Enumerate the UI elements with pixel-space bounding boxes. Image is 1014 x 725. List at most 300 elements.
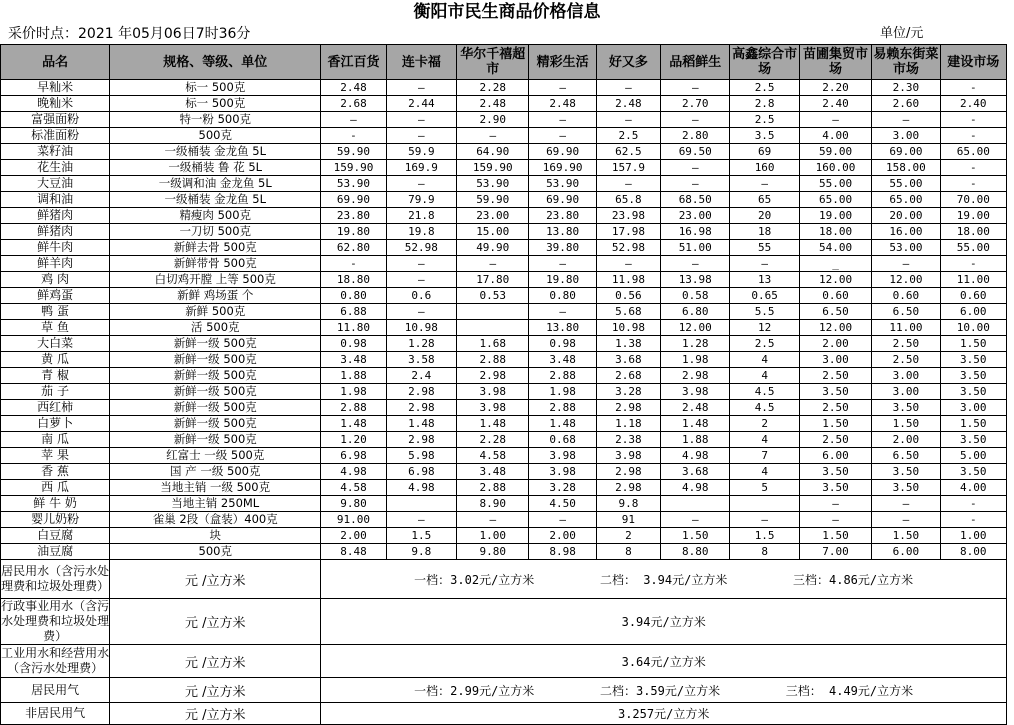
header-store: 华尔千禧超市 xyxy=(457,45,529,80)
price-cell: 12.00 xyxy=(799,272,871,288)
price-cell: 59.90 xyxy=(457,192,529,208)
price-cell: 4.58 xyxy=(457,448,529,464)
price-cell: 4.5 xyxy=(730,400,799,416)
price-cell: 4.98 xyxy=(386,480,456,496)
price-cell: 10.00 xyxy=(940,320,1006,336)
price-cell: — xyxy=(457,512,529,528)
utility-label: 行政事业用水（含污水处理费和垃圾处理费） xyxy=(1,599,110,643)
header-store: 易赖东街菜市场 xyxy=(872,45,940,80)
price-cell: 160.00 xyxy=(799,160,871,176)
price-cell: 4.5 xyxy=(730,384,799,400)
price-cell: 2.50 xyxy=(799,368,871,384)
product-name: 南 瓜 xyxy=(1,432,110,448)
price-cell: 5.98 xyxy=(386,448,456,464)
price-cell: — xyxy=(386,304,456,320)
price-cell: — xyxy=(661,160,730,176)
price-cell: 4 xyxy=(730,432,799,448)
table-row xyxy=(1,80,1007,96)
price-cell: 53.90 xyxy=(529,176,596,192)
price-cell: 0.6 xyxy=(386,288,456,304)
table-row xyxy=(1,464,1007,480)
table-row xyxy=(1,96,1007,112)
price-cell: 9.80 xyxy=(321,496,386,512)
price-cell: 2.88 xyxy=(457,480,529,496)
product-spec: 一级调和油 金龙鱼 5L xyxy=(110,176,321,192)
header-store: 建设市场 xyxy=(940,45,1006,80)
price-cell: 11.00 xyxy=(940,272,1006,288)
price-cell: — xyxy=(730,176,799,192)
price-cell: 3.98 xyxy=(457,400,529,416)
table-row xyxy=(1,480,1007,496)
price-cell: 0.58 xyxy=(661,288,730,304)
price-cell: 3.50 xyxy=(799,480,871,496)
price-cell: 7.00 xyxy=(799,544,871,560)
price-cell: — xyxy=(596,112,660,128)
price-cell: 2.40 xyxy=(799,96,871,112)
price-cell: 55.00 xyxy=(799,176,871,192)
price-cell xyxy=(730,496,799,512)
utility-tier: 三档：4.86元/立方米 xyxy=(793,572,914,587)
price-cell: 65 xyxy=(730,192,799,208)
header-store: 连卡福 xyxy=(386,45,456,80)
price-cell: - xyxy=(321,128,386,144)
price-cell: 4.58 xyxy=(321,480,386,496)
price-cell: 1.00 xyxy=(457,528,529,544)
survey-date: 采价时点：2021 年05月06日7时36分 xyxy=(8,26,251,42)
product-spec: 标一 500克 xyxy=(110,96,321,112)
price-cell: 52.98 xyxy=(596,240,660,256)
price-cell: 2.48 xyxy=(596,96,660,112)
product-name: 白豆腐 xyxy=(1,528,110,544)
price-cell xyxy=(661,496,730,512)
price-cell: 2 xyxy=(596,528,660,544)
price-cell: 2.00 xyxy=(872,432,940,448)
product-spec: 块 xyxy=(110,528,321,544)
price-cell: 8.80 xyxy=(661,544,730,560)
price-cell: 3.98 xyxy=(596,448,660,464)
product-spec: 新鲜一级 500克 xyxy=(110,416,321,432)
price-cell: 3.28 xyxy=(596,384,660,400)
price-cell: 3.50 xyxy=(940,368,1006,384)
product-spec: 新鲜一级 500克 xyxy=(110,352,321,368)
price-cell: — xyxy=(457,256,529,272)
price-cell: — xyxy=(386,80,456,96)
utility-tier: 一档：2.99元/立方米 xyxy=(414,683,535,698)
product-spec: 新鲜去骨 500克 xyxy=(110,240,321,256)
utility-rows xyxy=(1,560,1007,725)
price-cell: 18.00 xyxy=(940,224,1006,240)
table-row xyxy=(1,496,1007,512)
price-cell: — xyxy=(321,112,386,128)
price-cell: 1.50 xyxy=(799,528,871,544)
product-name: 大白菜 xyxy=(1,336,110,352)
price-cell: 4.00 xyxy=(799,128,871,144)
price-cell: 70.00 xyxy=(940,192,1006,208)
price-cell: 12.00 xyxy=(661,320,730,336)
price-table xyxy=(0,44,1007,725)
price-cell: - xyxy=(940,112,1006,128)
price-cell: 1.68 xyxy=(457,336,529,352)
utility-label: 非居民用气 xyxy=(1,703,110,725)
price-cell: 53.90 xyxy=(321,176,386,192)
price-cell: 9.80 xyxy=(457,544,529,560)
price-cell: 0.65 xyxy=(730,288,799,304)
price-cell: — xyxy=(386,112,456,128)
price-cell: 55 xyxy=(730,240,799,256)
price-cell: 51.00 xyxy=(661,240,730,256)
product-spec: 一级桶装 金龙鱼 5L xyxy=(110,144,321,160)
price-cell: 6.88 xyxy=(321,304,386,320)
price-cell: 20 xyxy=(730,208,799,224)
price-cell: 0.80 xyxy=(529,288,596,304)
price-cell: 2.88 xyxy=(529,400,596,416)
price-cell: 54.00 xyxy=(799,240,871,256)
table-row xyxy=(1,384,1007,400)
price-cell: 69.90 xyxy=(529,144,596,160)
price-cell: 53.00 xyxy=(872,240,940,256)
price-cell: 4 xyxy=(730,368,799,384)
price-cell: 8 xyxy=(596,544,660,560)
product-name: 香 蕉 xyxy=(1,464,110,480)
product-spec: 新鲜一级 500克 xyxy=(110,384,321,400)
price-cell: - xyxy=(940,496,1006,512)
price-cell: 169.9 xyxy=(386,160,456,176)
price-cell: 52.98 xyxy=(386,240,456,256)
price-cell: 39.80 xyxy=(529,240,596,256)
price-cell: 2.50 xyxy=(799,400,871,416)
header-store: 品稻鲜生 xyxy=(661,45,730,80)
price-cell: 13 xyxy=(730,272,799,288)
table-row xyxy=(1,144,1007,160)
price-cell: 17.80 xyxy=(457,272,529,288)
price-cell: 169.90 xyxy=(529,160,596,176)
price-cell: 4 xyxy=(730,352,799,368)
price-cell: 5.5 xyxy=(730,304,799,320)
price-cell: 3.50 xyxy=(940,464,1006,480)
price-cell: 19.80 xyxy=(321,224,386,240)
price-cell: 158.00 xyxy=(872,160,940,176)
price-cell: 2.98 xyxy=(457,368,529,384)
price-cell: 10.98 xyxy=(386,320,456,336)
price-cell: 0.60 xyxy=(799,288,871,304)
price-cell: 12 xyxy=(730,320,799,336)
table-row xyxy=(1,176,1007,192)
table-row xyxy=(1,336,1007,352)
price-cell: 23.98 xyxy=(596,208,660,224)
price-cell: 1.5 xyxy=(730,528,799,544)
price-cell: 3.50 xyxy=(872,464,940,480)
price-cell: 4 xyxy=(730,464,799,480)
price-cell: — xyxy=(529,256,596,272)
price-cell: 2.98 xyxy=(596,480,660,496)
price-cell: 11.00 xyxy=(872,320,940,336)
price-rows xyxy=(1,80,1007,560)
price-cell: 19.80 xyxy=(529,272,596,288)
price-cell: 4.50 xyxy=(529,496,596,512)
header-store: 香江百货 xyxy=(321,45,386,80)
info-row xyxy=(0,24,1014,44)
price-cell: 6.00 xyxy=(799,448,871,464)
product-spec: 新鲜 500克 xyxy=(110,304,321,320)
price-cell: 1.50 xyxy=(661,528,730,544)
price-cell: — xyxy=(386,272,456,288)
price-cell: 2.98 xyxy=(386,432,456,448)
price-cell: 2.38 xyxy=(596,432,660,448)
product-name: 白萝卜 xyxy=(1,416,110,432)
price-cell: 3.50 xyxy=(872,400,940,416)
price-cell: 1.48 xyxy=(321,416,386,432)
price-cell: 6.50 xyxy=(872,448,940,464)
table-row xyxy=(1,416,1007,432)
utility-row xyxy=(1,678,1007,703)
price-cell: 3.68 xyxy=(596,352,660,368)
table-row xyxy=(1,160,1007,176)
price-cell: 2.4 xyxy=(386,368,456,384)
product-spec: 新鲜 鸡场蛋 个 xyxy=(110,288,321,304)
price-cell: - xyxy=(940,160,1006,176)
price-cell: - xyxy=(940,176,1006,192)
product-name: 草 鱼 xyxy=(1,320,110,336)
price-cell: 2.68 xyxy=(321,96,386,112)
page-title: 衡阳市民生商品价格信息 xyxy=(413,2,601,22)
table-row xyxy=(1,272,1007,288)
price-cell: — xyxy=(872,256,940,272)
price-cell: 1.28 xyxy=(386,336,456,352)
price-cell: 5 xyxy=(730,480,799,496)
product-name: 西红柿 xyxy=(1,400,110,416)
price-cell: 11.98 xyxy=(596,272,660,288)
product-spec: 新鲜带骨 500克 xyxy=(110,256,321,272)
price-cell: 3.00 xyxy=(872,128,940,144)
product-name: 早籼米 xyxy=(1,80,110,96)
price-cell: 1.50 xyxy=(872,528,940,544)
price-cell: — xyxy=(386,512,456,528)
price-cell: 59.00 xyxy=(799,144,871,160)
utility-unit: 元 /立方米 xyxy=(110,560,321,599)
price-cell: 69.90 xyxy=(321,192,386,208)
price-cell: 0.60 xyxy=(872,288,940,304)
price-cell: 0.56 xyxy=(596,288,660,304)
price-cell: 2.00 xyxy=(529,528,596,544)
utility-price xyxy=(321,678,1007,703)
price-cell: 3.00 xyxy=(872,384,940,400)
price-cell: — xyxy=(872,112,940,128)
price-cell: 6.50 xyxy=(872,304,940,320)
price-cell: 3.00 xyxy=(940,400,1006,416)
price-cell: 1.50 xyxy=(799,416,871,432)
utility-tier: 三档： 4.49元/立方米 xyxy=(785,683,914,698)
price-cell: 2.90 xyxy=(457,112,529,128)
price-cell: 1.48 xyxy=(661,416,730,432)
price-cell: 13.98 xyxy=(661,272,730,288)
price-cell: 18.00 xyxy=(799,224,871,240)
price-cell: 1.18 xyxy=(596,416,660,432)
price-cell: 4.98 xyxy=(321,464,386,480)
table-row xyxy=(1,432,1007,448)
price-cell: 68.50 xyxy=(661,192,730,208)
table-row xyxy=(1,288,1007,304)
price-cell: 69.90 xyxy=(529,192,596,208)
table-row xyxy=(1,528,1007,544)
price-cell: — xyxy=(661,80,730,96)
header-row xyxy=(1,45,1007,80)
table-row xyxy=(1,224,1007,240)
product-name: 油豆腐 xyxy=(1,544,110,560)
price-cell: 2.5 xyxy=(596,128,660,144)
price-cell: 62.80 xyxy=(321,240,386,256)
price-cell: 1.00 xyxy=(940,528,1006,544)
price-cell: — xyxy=(661,512,730,528)
product-name: 调和油 xyxy=(1,192,110,208)
price-cell: 6.98 xyxy=(321,448,386,464)
price-cell: 2.20 xyxy=(799,80,871,96)
price-cell: 3.48 xyxy=(321,352,386,368)
price-cell: 2.98 xyxy=(596,464,660,480)
price-cell: 59.90 xyxy=(321,144,386,160)
price-cell: 2.8 xyxy=(730,96,799,112)
price-cell: 3.58 xyxy=(386,352,456,368)
price-cell: — xyxy=(872,496,940,512)
price-cell: 2.40 xyxy=(940,96,1006,112)
price-cell: 19.8 xyxy=(386,224,456,240)
price-cell: — xyxy=(386,128,456,144)
product-name: 鸭 蛋 xyxy=(1,304,110,320)
price-cell: 19.00 xyxy=(940,208,1006,224)
price-cell: _ xyxy=(799,256,871,272)
price-cell: 3.5 xyxy=(730,128,799,144)
price-cell: 2.68 xyxy=(596,368,660,384)
price-cell: 3.28 xyxy=(529,480,596,496)
price-cell: 1.50 xyxy=(940,336,1006,352)
product-name: 鲜牛肉 xyxy=(1,240,110,256)
utility-row xyxy=(1,645,1007,678)
price-cell: 2.98 xyxy=(596,400,660,416)
price-cell: 3.98 xyxy=(529,448,596,464)
price-cell: 65.00 xyxy=(799,192,871,208)
product-name: 黄 瓜 xyxy=(1,352,110,368)
price-cell: — xyxy=(661,256,730,272)
price-cell: — xyxy=(457,128,529,144)
price-cell: 59.9 xyxy=(386,144,456,160)
header-store: 苗圃集贸市场 xyxy=(799,45,871,80)
header-store: 好又多 xyxy=(596,45,660,80)
price-cell: 2.00 xyxy=(321,528,386,544)
product-spec: 红富士 一级 500克 xyxy=(110,448,321,464)
table-row xyxy=(1,352,1007,368)
product-spec: 一级桶装 鲁 花 5L xyxy=(110,160,321,176)
price-cell: 4.00 xyxy=(940,480,1006,496)
price-cell: 160 xyxy=(730,160,799,176)
price-cell: 2.28 xyxy=(457,80,529,96)
product-spec: 特一粉 500克 xyxy=(110,112,321,128)
utility-tier: 二档：3.59元/立方米 xyxy=(599,683,721,698)
product-name: 鲜猪肉 xyxy=(1,208,110,224)
utility-tier: 二档： 3.94元/立方米 xyxy=(599,572,728,587)
price-cell: 2.98 xyxy=(386,400,456,416)
price-cell: 11.80 xyxy=(321,320,386,336)
price-cell: — xyxy=(529,304,596,320)
product-spec: 活 500克 xyxy=(110,320,321,336)
price-cell: — xyxy=(730,256,799,272)
price-cell: 2.48 xyxy=(529,96,596,112)
utility-unit: 元 /立方米 xyxy=(110,645,321,678)
product-name: 菜籽油 xyxy=(1,144,110,160)
price-cell: — xyxy=(799,496,871,512)
price-cell: — xyxy=(529,128,596,144)
price-cell: 1.20 xyxy=(321,432,386,448)
price-cell: 3.68 xyxy=(661,464,730,480)
product-spec: 白切鸡开膛 上等 500克 xyxy=(110,272,321,288)
price-cell: 2.5 xyxy=(730,112,799,128)
product-spec: 当地主销 250ML xyxy=(110,496,321,512)
price-cell: — xyxy=(799,512,871,528)
price-cell: 2.5 xyxy=(730,80,799,96)
price-cell: 6.00 xyxy=(872,544,940,560)
header-product: 品名 xyxy=(1,45,110,80)
price-cell: 4.98 xyxy=(661,480,730,496)
price-cell: 1.98 xyxy=(661,352,730,368)
price-cell: — xyxy=(529,512,596,528)
price-cell: 0.98 xyxy=(529,336,596,352)
price-cell: 17.98 xyxy=(596,224,660,240)
price-cell: 8 xyxy=(730,544,799,560)
price-cell: — xyxy=(661,176,730,192)
product-name: 鲜 牛 奶 xyxy=(1,496,110,512)
price-cell: 3.50 xyxy=(940,432,1006,448)
table-row xyxy=(1,320,1007,336)
price-cell: — xyxy=(386,176,456,192)
table-row xyxy=(1,240,1007,256)
price-cell xyxy=(386,496,456,512)
price-cell: 16.98 xyxy=(661,224,730,240)
price-cell: 4.98 xyxy=(661,448,730,464)
price-cell: 1.88 xyxy=(321,368,386,384)
price-cell: 65.8 xyxy=(596,192,660,208)
price-cell: 1.48 xyxy=(457,416,529,432)
utility-price xyxy=(321,703,1007,725)
price-cell xyxy=(457,304,529,320)
price-cell: 2.48 xyxy=(661,400,730,416)
price-cell: 10.98 xyxy=(596,320,660,336)
price-cell: 20.00 xyxy=(872,208,940,224)
table-row xyxy=(1,368,1007,384)
price-cell: 9.8 xyxy=(386,544,456,560)
price-cell: 49.90 xyxy=(457,240,529,256)
price-cell: 2.50 xyxy=(872,336,940,352)
price-cell: 6.80 xyxy=(661,304,730,320)
price-cell: 1.48 xyxy=(529,416,596,432)
price-cell: 79.9 xyxy=(386,192,456,208)
price-cell: 91.00 xyxy=(321,512,386,528)
price-cell: 53.90 xyxy=(457,176,529,192)
product-name: 鲜鸡蛋 xyxy=(1,288,110,304)
price-cell: 157.9 xyxy=(596,160,660,176)
product-spec: 国 产 一级 500克 xyxy=(110,464,321,480)
product-spec: 新鲜一级 500克 xyxy=(110,432,321,448)
price-cell: 1.28 xyxy=(661,336,730,352)
price-cell: - xyxy=(940,256,1006,272)
product-spec: 一级桶装 金龙鱼 5L xyxy=(110,192,321,208)
price-cell: 3.50 xyxy=(799,464,871,480)
product-spec: 新鲜一级 500克 xyxy=(110,336,321,352)
utility-row xyxy=(1,599,1007,645)
table-row xyxy=(1,128,1007,144)
product-name: 鲜羊肉 xyxy=(1,256,110,272)
header-store: 精彩生活 xyxy=(529,45,596,80)
price-cell: — xyxy=(872,512,940,528)
price-cell: 65.00 xyxy=(872,192,940,208)
price-cell: 2.80 xyxy=(661,128,730,144)
